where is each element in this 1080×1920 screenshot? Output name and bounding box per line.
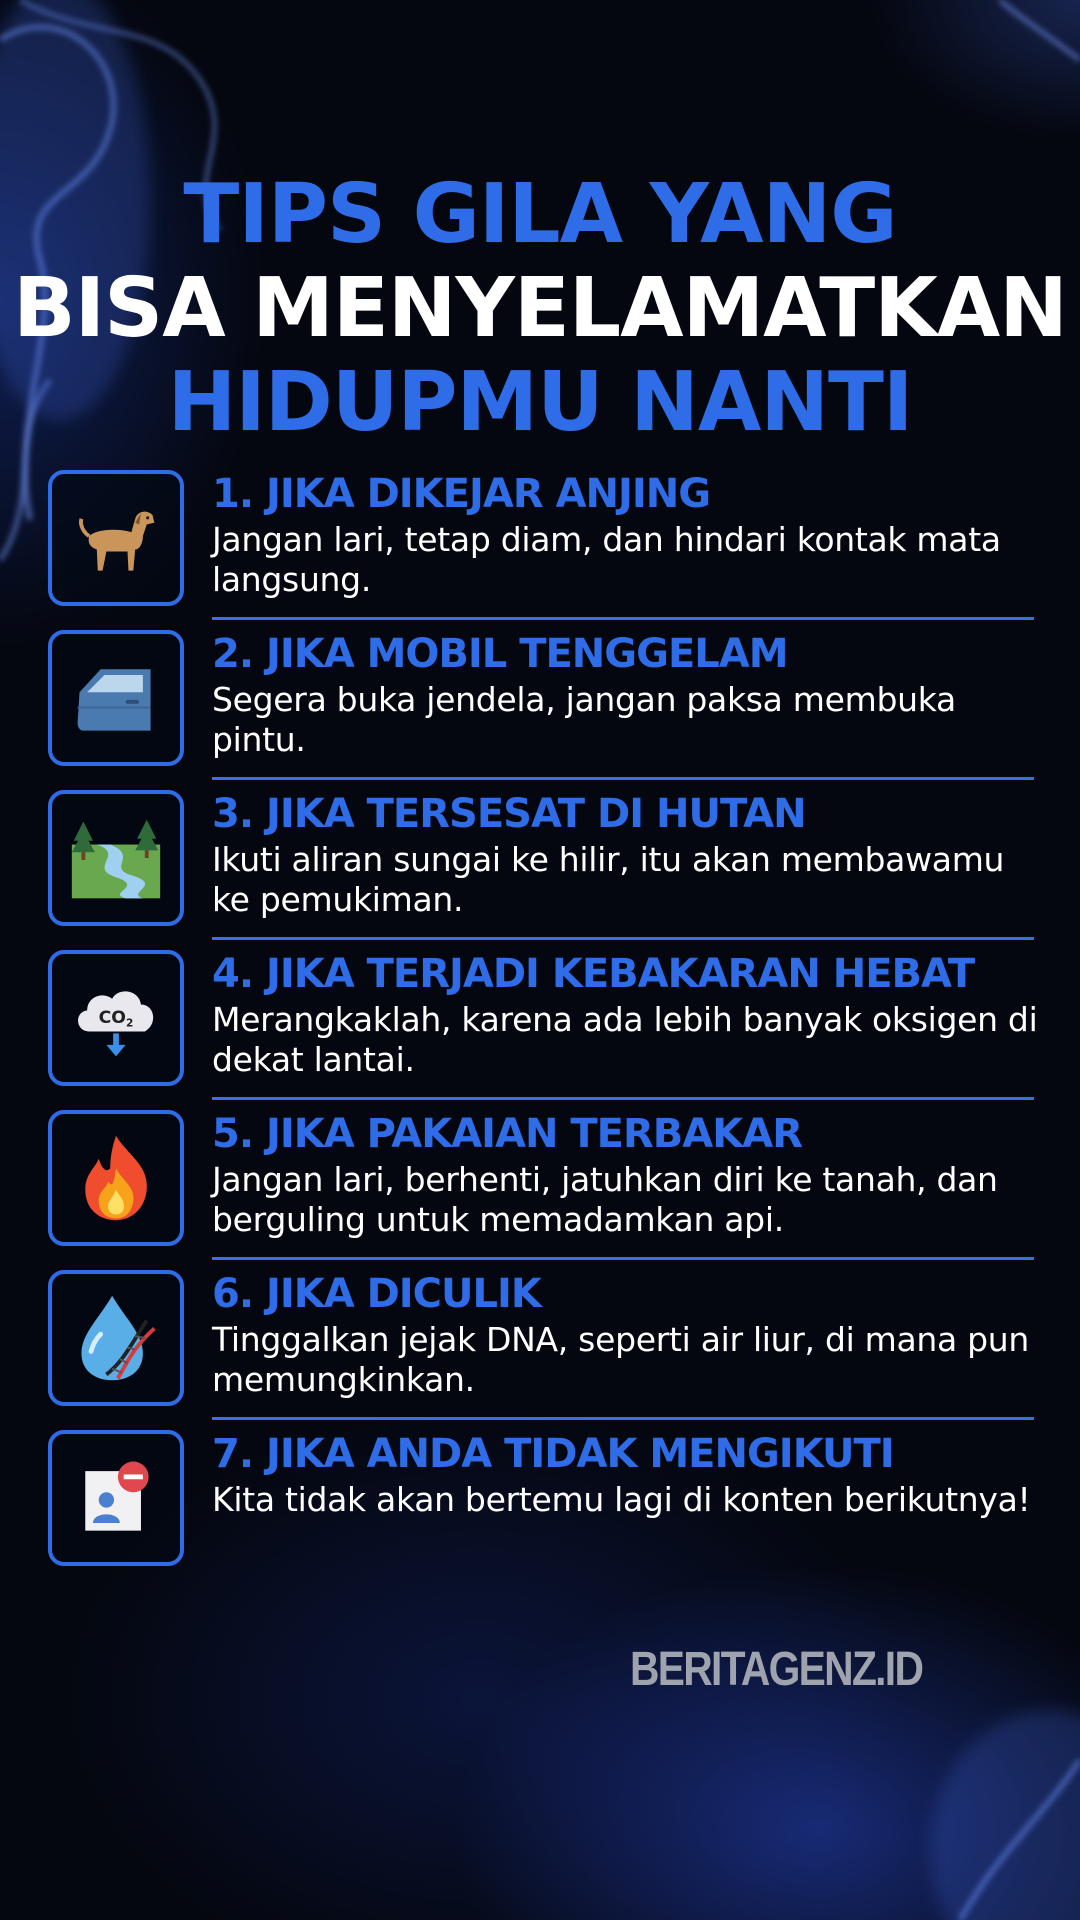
- tip-title: 3. JIKA TERSESAT DI HUTAN: [212, 791, 806, 837]
- tip-description: Jangan lari, berhenti, jatuhkan diri ke tanah, dan berguling untuk memadamkan api.: [212, 1160, 998, 1239]
- tip-title: 4. JIKA TERJADI KEBAKARAN HEBAT: [212, 951, 975, 997]
- tip-description: Ikuti aliran sungai ke hilir, itu akan membawamu ke pemukiman.: [212, 840, 1005, 919]
- tip-description: Kita tidak akan bertemu lagi di konten berikutnya!: [212, 1480, 1031, 1519]
- co2-cloud-icon: [48, 950, 184, 1086]
- tip-item-1: [0, 470, 1080, 610]
- dog-icon: [48, 470, 184, 606]
- dna-drop-icon: [48, 1270, 184, 1406]
- divider: [212, 1417, 1034, 1420]
- tip-description: Segera buka jendela, jangan paksa membuka pintu.: [212, 680, 956, 759]
- divider: [212, 1097, 1034, 1100]
- tip-description: Tinggalkan jejak DNA, seperti air liur, di mana pun memungkinkan.: [212, 1320, 1030, 1399]
- tip-item-2: [0, 630, 1080, 770]
- title-line-1: TIPS GILA YANG: [183, 167, 897, 262]
- tip-item-3: [0, 790, 1080, 930]
- tip-description: Jangan lari, tetap diam, dan hindari kontak mata langsung.: [212, 520, 1001, 599]
- tip-item-5: [0, 1110, 1080, 1250]
- divider: [212, 777, 1034, 780]
- svg-text:CO2: $CO_2$: [98, 1007, 134, 1030]
- divider: [212, 1257, 1034, 1260]
- divider: [212, 617, 1034, 620]
- tip-title: 6. JIKA DICULIK: [212, 1271, 541, 1317]
- tip-title: 7. JIKA ANDA TIDAK MENGIKUTI: [212, 1431, 894, 1477]
- tip-item-4: [0, 950, 1080, 1090]
- fire-icon: [48, 1110, 184, 1246]
- title-line-3: HIDUPMU NANTI: [167, 355, 913, 450]
- tip-title: 2. JIKA MOBIL TENGGELAM: [212, 631, 788, 677]
- car-door-icon: [48, 630, 184, 766]
- title-line-2: BISA MENYELAMATKAN: [13, 261, 1067, 356]
- forest-river-icon: [48, 790, 184, 926]
- tip-description: Merangkaklah, karena ada lebih banyak oksigen di dekat lantai.: [212, 1000, 1038, 1079]
- watermark: BERITAGENZ.ID: [630, 1643, 923, 1696]
- page-title: [0, 168, 1080, 450]
- tip-title: 1. JIKA DIKEJAR ANJING: [212, 471, 711, 517]
- divider: [212, 937, 1034, 940]
- tip-title: 5. JIKA PAKAIAN TERBAKAR: [212, 1111, 803, 1157]
- blocked-user-icon: [48, 1430, 184, 1566]
- tip-item-7: [0, 1430, 1080, 1570]
- tip-item-6: [0, 1270, 1080, 1410]
